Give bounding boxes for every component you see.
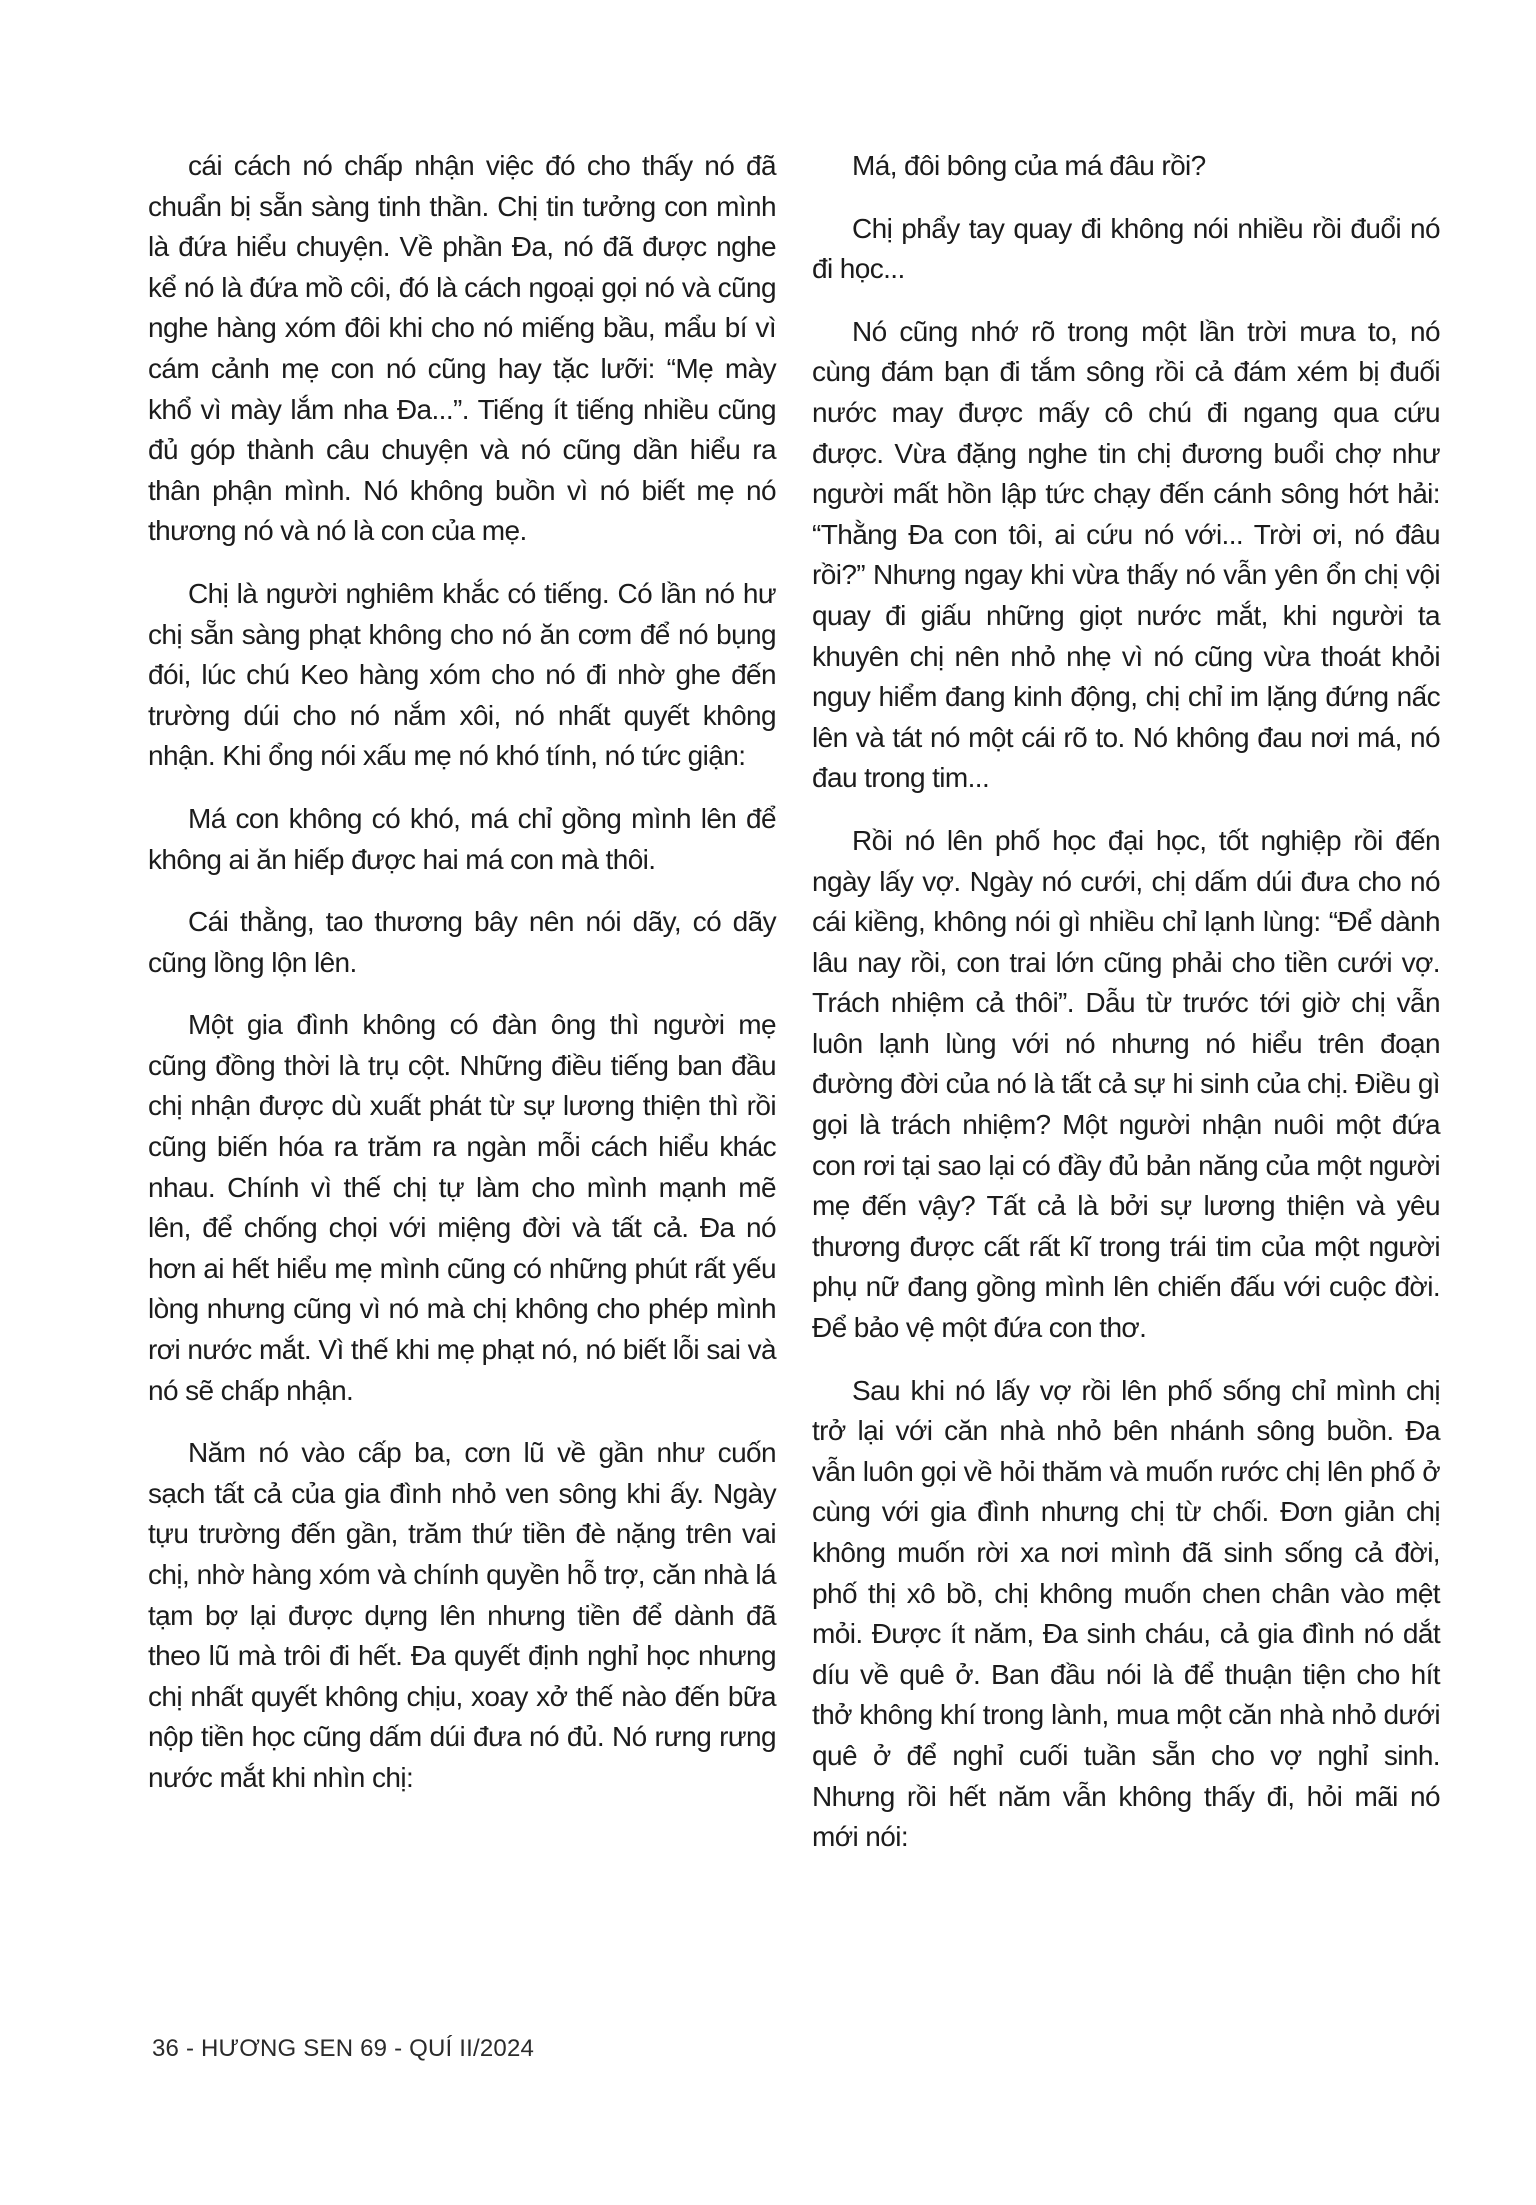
paragraph: Rồi nó lên phố học đại học, tốt nghiệp rồi đến ngày lấy vợ. Ngày nó cưới, chị dấm dúi đưa cho nó cái kiềng, không nói gì nhiều chỉ lạnh lùng: “Để dành lâu nay rồi, con trai lớn cũng phải cho tiền cưới vợ. Trách nhiệm cả thôi”. Dẫu từ trước tới giờ chị vẫn luôn lạnh lùng với nó nhưng nó hiểu trên đoạn đường đời của nó là tất cả sự hi sinh của chị. Điều gì gọi là trách nhiệm? Một người nhận nuôi một đứa con rơi tại sao lại có đầy đủ bản năng của một người mẹ đến vậy? Tất cả là bởi sự lương thiện và yêu thương được cất rất kĩ trong trái tim của một người phụ nữ đang gồng mình lên chiến đấu với cuộc đời. Để bảo vệ một đứa con thơ. (812, 824, 1440, 1344)
page-footer-folio: 36 - HƯƠNG SEN 69 - QUÍ II/2024 (152, 2035, 535, 2062)
paragraph: Sau khi nó lấy vợ rồi lên phố sống chỉ mình chị trở lại với căn nhà nhỏ bên nhánh sông buồn. Đa vẫn luôn gọi về hỏi thăm và muốn rước chị lên phố ở cùng với gia đình nhưng chị từ chối. Đơn giản chị không muốn rời xa nơi mình đã sinh sống cả đời, phố thị xô bồ, chị không muốn chen chân vào mệt mỏi. Được ít năm, Đa sinh cháu, cả gia đình nó dắt díu về quê ở. Ban đầu nói là để thuận tiện cho hít thở không khí trong lành, mua một căn nhà nhỏ dưới quê ở để nghỉ cuối tuần sẵn cho vợ nghỉ sinh. Nhưng rồi hết năm vẫn không thấy đi, hỏi mãi nó mới nói: (812, 1374, 1440, 1853)
paragraph: cái cách nó chấp nhận việc đó cho thấy nó đã chuẩn bị sẵn sàng tinh thần. Chị tin tưởng con mình là đứa hiểu chuyện. Về phần Đa, nó đã được nghe kể nó là đứa mồ côi, đó là cách ngoại gọi nó và cũng nghe hàng xóm đôi khi cho nó miếng bầu, mẩu bí vì cám cảnh mẹ con nó cũng hay tặc lưỡi: “Mẹ mày khổ vì mày lắm nha Đa...”. Tiếng ít tiếng nhiều cũng đủ góp thành câu chuyện và nó cũng dần hiểu ra thân phận mình. Nó không buồn vì nó biết mẹ nó thương nó và nó là con của mẹ. (148, 150, 776, 547)
paragraph: Một gia đình không có đàn ông thì người mẹ cũng đồng thời là trụ cột. Những điều tiếng ban đầu chị nhận được dù xuất phát từ sự lương thiện thì rồi cũng biến hóa ra trăm ra ngàn mỗi cách hiểu khác nhau. Chính vì thế chị tự làm cho mình mạnh mẽ lên, để chống chọi với miệng đời và tất cả. Đa nó hơn ai hết hiểu mẹ mình cũng có những phút rất yếu lòng nhưng cũng vì nó mà chị không cho phép mình rơi nước mắt. Vì thế khi mẹ phạt nó, nó biết lỗi sai và nó sẽ chấp nhận. (148, 1009, 776, 1406)
paragraph: Năm nó vào cấp ba, cơn lũ về gần như cuốn sạch tất cả của gia đình nhỏ ven sông khi ấy. Ngày tựu trường đến gần, trăm thứ tiền đè nặng trên vai chị, nhờ hàng xóm và chính quyền hỗ trợ, căn nhà lá tạm bợ lại được dựng lên nhưng tiền để dành đã theo lũ mà trôi đi hết. Đa quyết định nghỉ học nhưng chị nhất quyết không chịu, xoay xở thế nào đến bữa nộp tiền học cũng dấm dúi đưa nó đủ. Nó rưng rưng nước mắt khi nhìn chị: (148, 1437, 776, 1793)
paragraph: Chị phẩy tay quay đi không nói nhiều rồi đuổi nó đi học... (812, 212, 1440, 285)
paragraph: Má, đôi bông của má đâu rồi? (852, 150, 1206, 181)
right-column (812, 146, 1440, 1880)
paragraph: Má con không có khó, má chỉ gồng mình lên để không ai ăn hiếp được hai má con mà thôi. (148, 802, 776, 875)
paragraph: Chị là người nghiêm khắc có tiếng. Có lần nó hư chị sẵn sàng phạt không cho nó ăn cơm để nó bụng đói, lúc chú Keo hàng xóm cho nó đi nhờ ghe đến trường dúi cho nó nắm xôi, nó nhất quyết không nhận. Khi ổng nói xấu mẹ nó khó tính, nó tức giận: (148, 577, 776, 772)
paragraph: Nó cũng nhớ rõ trong một lần trời mưa to, nó cùng đám bạn đi tắm sông rồi cả đám xém bị đuối nước may được mấy cô chú đi ngang qua cứu được. Vừa đặng nghe tin chị đương buổi chợ như người mất hồn lập tức chạy đến cánh sông hớt hải: “Thằng Đa con tôi, ai cứu nó với... Trời ơi, nó đâu rồi?” Nhưng ngay khi vừa thấy nó vẫn yên ổn chị vội quay đi giấu những giọt nước mắt, khi người ta khuyên chị nên nhỏ nhẹ vì nó cũng vừa thoát khỏi nguy hiểm đang kinh động, chị chỉ im lặng đứng nấc lên và tát nó một cái rõ to. Nó không đau nơi má, nó đau trong tim... (812, 315, 1440, 794)
paragraph: Cái thằng, tao thương bây nên nói dãy, có dãy cũng lồng lộn lên. (148, 906, 776, 978)
left-column (148, 146, 776, 1821)
